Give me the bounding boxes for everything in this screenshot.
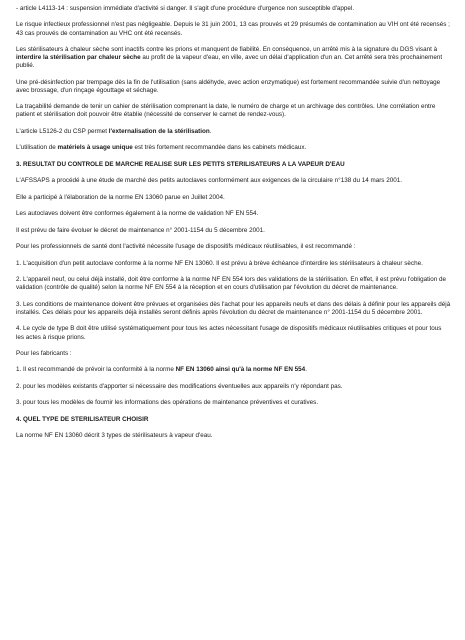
paragraph-externalisation — [16, 128, 451, 136]
manufacturer-item-1 — [16, 366, 451, 374]
paragraph-article-l4113: - article L4113-14 : suspension immédiate d'activité si danger. Il s'agit d'une procédure d'urgence non susceptible d'appel. — [16, 5, 355, 12]
paragraph-dry-heat — [16, 46, 451, 70]
paragraph-traceability: La traçabilité demande de tenir un cahier de stérilisation comprenant la date, le numéro de charge et un archivage des contrôles. Une corrélation entre patient et stérilisation doit pouvoir être établie (nécessité de conserver le carnet de rendez-vous). — [16, 103, 436, 119]
list-item-2: 2. L'appareil neuf, ou celui déjà installé, doit être conforme à la norme NF EN 554 lors des validations de la stérilisation. En effet, il est prévu l'obligation de validation (contrôle de qualité) selon la norme NF EN 554 à la réception et en cours d'utilisation par l'évolution du décret de maintenance. — [16, 276, 447, 292]
paragraph-recommendations-intro: Pour les professionnels de santé dont l'activité nécessite l'usage de dispositifs médicaux réutilisables, il est recommandé : — [16, 243, 356, 251]
list-item-3: 3. Les conditions de maintenance doivent être prévues et organisées dès l'achat pour les appareils neufs et dans des délais à définir pour les appareils déjà installés. Ces délais pour les appareils déjà installés seront définis après l'évolution du décret de maintenance n° 2001-1154 du 5 décembre 2001. — [16, 300, 451, 316]
bold-text: matériels à usage unique — [57, 144, 133, 152]
text-run: L'article L5126-2 du CSP permet — [16, 127, 109, 135]
text-run: est très fortement recommandée dans les cabinets médicaux. — [132, 144, 307, 152]
section-heading-3: 3. RESULTAT DU CONTROLE DE MARCHE REALISE SUR LES PETITS STERILISATEURS A LA VAPEUR D'EAU — [16, 160, 345, 168]
text-run: L'utilisation de — [16, 144, 58, 152]
paragraph-afssaps-study: L'AFSSAPS a procédé à une étude de marché des petits autoclaves conformément aux exigences de la circulaire n°138 du 14 mars 2001. — [16, 177, 402, 185]
list-item-1: 1. L'acquisition d'un petit autoclave conforme à la norme NF EN 13060. Il est prévu à brève échéance d'interdire les stérilisateurs à chaleur sèche. — [16, 259, 423, 267]
list-item-4: 4. Le cycle de type B doit être utilisé systématiquement pour tous les actes nécessitant l'usage de dispositifs médicaux réutilisables critiques et pour tous les actes à risque prions. — [16, 325, 442, 341]
text-run: . — [209, 127, 212, 135]
text-run: Les stérilisateurs à chaleur sèche sont inactifs contre les prions et manquent de fiabilité. En conséquence, un arrêté mis à la signature du DGS visant à — [16, 46, 438, 54]
paragraph-maintenance-decree: Il est prévu de faire évoluer le décret de maintenance n° 2001-1154 du 5 décembre 2001. — [16, 226, 265, 234]
paragraph-norm-types: La norme NF EN 13060 décrit 3 types de stérilisateurs à vapeur d'eau. — [16, 432, 213, 440]
text-run: . — [305, 366, 307, 374]
paragraph-pre-disinfection: Une pré-désinfection par trempage dès la fin de l'utilisation (sans aldéhyde, avec action enzymatique) est fortement recommandée suivie d'un nettoyage avec brossage, d'un rinçage égouttage et séchage. — [16, 78, 441, 94]
bold-text: NF EN 13060 ainsi qu'à la norme NF EN 554 — [175, 366, 306, 374]
section-heading-4: 4. QUEL TYPE DE STERILISATEUR CHOISIR — [16, 415, 149, 423]
paragraph-manufacturers: Pour les fabricants : — [16, 349, 72, 357]
manufacturer-item-3: 3. pour tous les modèles de fournir les informations des opérations de maintenance préventives et curatives. — [16, 399, 319, 407]
bold-text: l'externalisation de la stérilisation — [108, 127, 210, 135]
bold-text: interdire la stérilisation par chaleur sèche — [16, 54, 141, 62]
text-run: au profit de la vapeur d'eau, en ville, avec un délai d'application d'un an. Cet arrêté sera très prochainement publié. — [16, 54, 443, 70]
paragraph-infectious-risk: Le risque infectieux professionnel n'est pas négligeable. Depuis le 31 juin 2001, 13 cas prouvés et 29 présumés de contamination au VIH ont été recensés ; 43 cas prouvés de contamination au VHC ont été recensés. — [16, 21, 450, 37]
paragraph-single-use — [16, 144, 451, 152]
paragraph-autoclaves-conform: Les autoclaves doivent être conformes également à la norme de validation NF EN 554. — [16, 210, 259, 218]
text-run: 1. Il est recommandé de prévoir la conformité à la norme — [16, 366, 176, 374]
manufacturer-item-2: 2. pour les modèles existants d'apporter si nécessaire des modifications éventuelles aux appareils n'y répondant pas. — [16, 382, 343, 390]
paragraph-norm-en13060: Elle a participé à l'élaboration de la norme EN 13060 parue en Juillet 2004. — [16, 193, 225, 201]
